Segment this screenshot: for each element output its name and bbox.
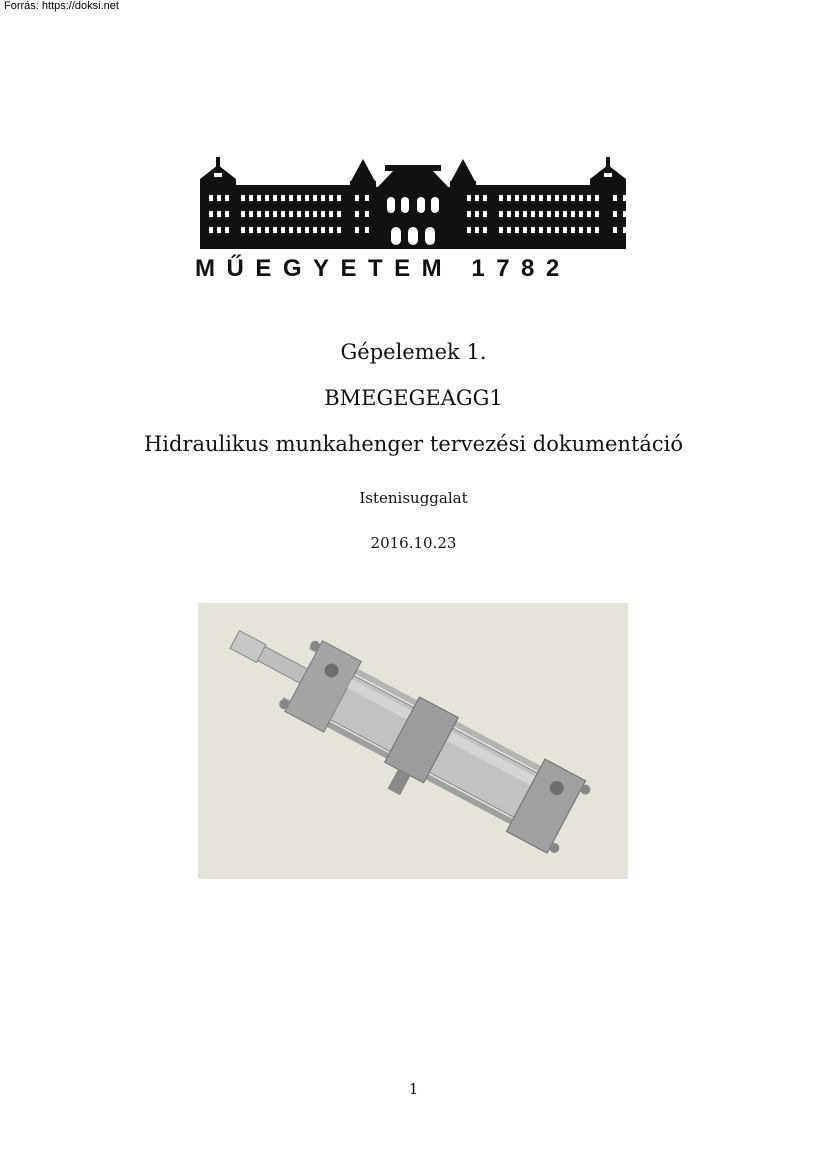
document-date: 2016.10.23 xyxy=(370,534,457,552)
building-illustration xyxy=(195,155,631,255)
hydraulic-cylinder-render xyxy=(198,603,628,879)
page-number: 1 xyxy=(408,1080,419,1098)
source-note: Forrás: https://doksi.net xyxy=(4,0,119,12)
logo-wordmark: MŰEGYETEM 1782 xyxy=(195,255,571,282)
author-name: Istenisuggalat xyxy=(359,489,468,507)
university-logo xyxy=(195,155,631,285)
course-title: Gépelemek 1. xyxy=(340,340,487,364)
course-code: BMEGEGEAGG1 xyxy=(324,386,503,410)
document-subject: Hidraulikus munkahenger tervezési dokumentáció xyxy=(143,432,684,456)
